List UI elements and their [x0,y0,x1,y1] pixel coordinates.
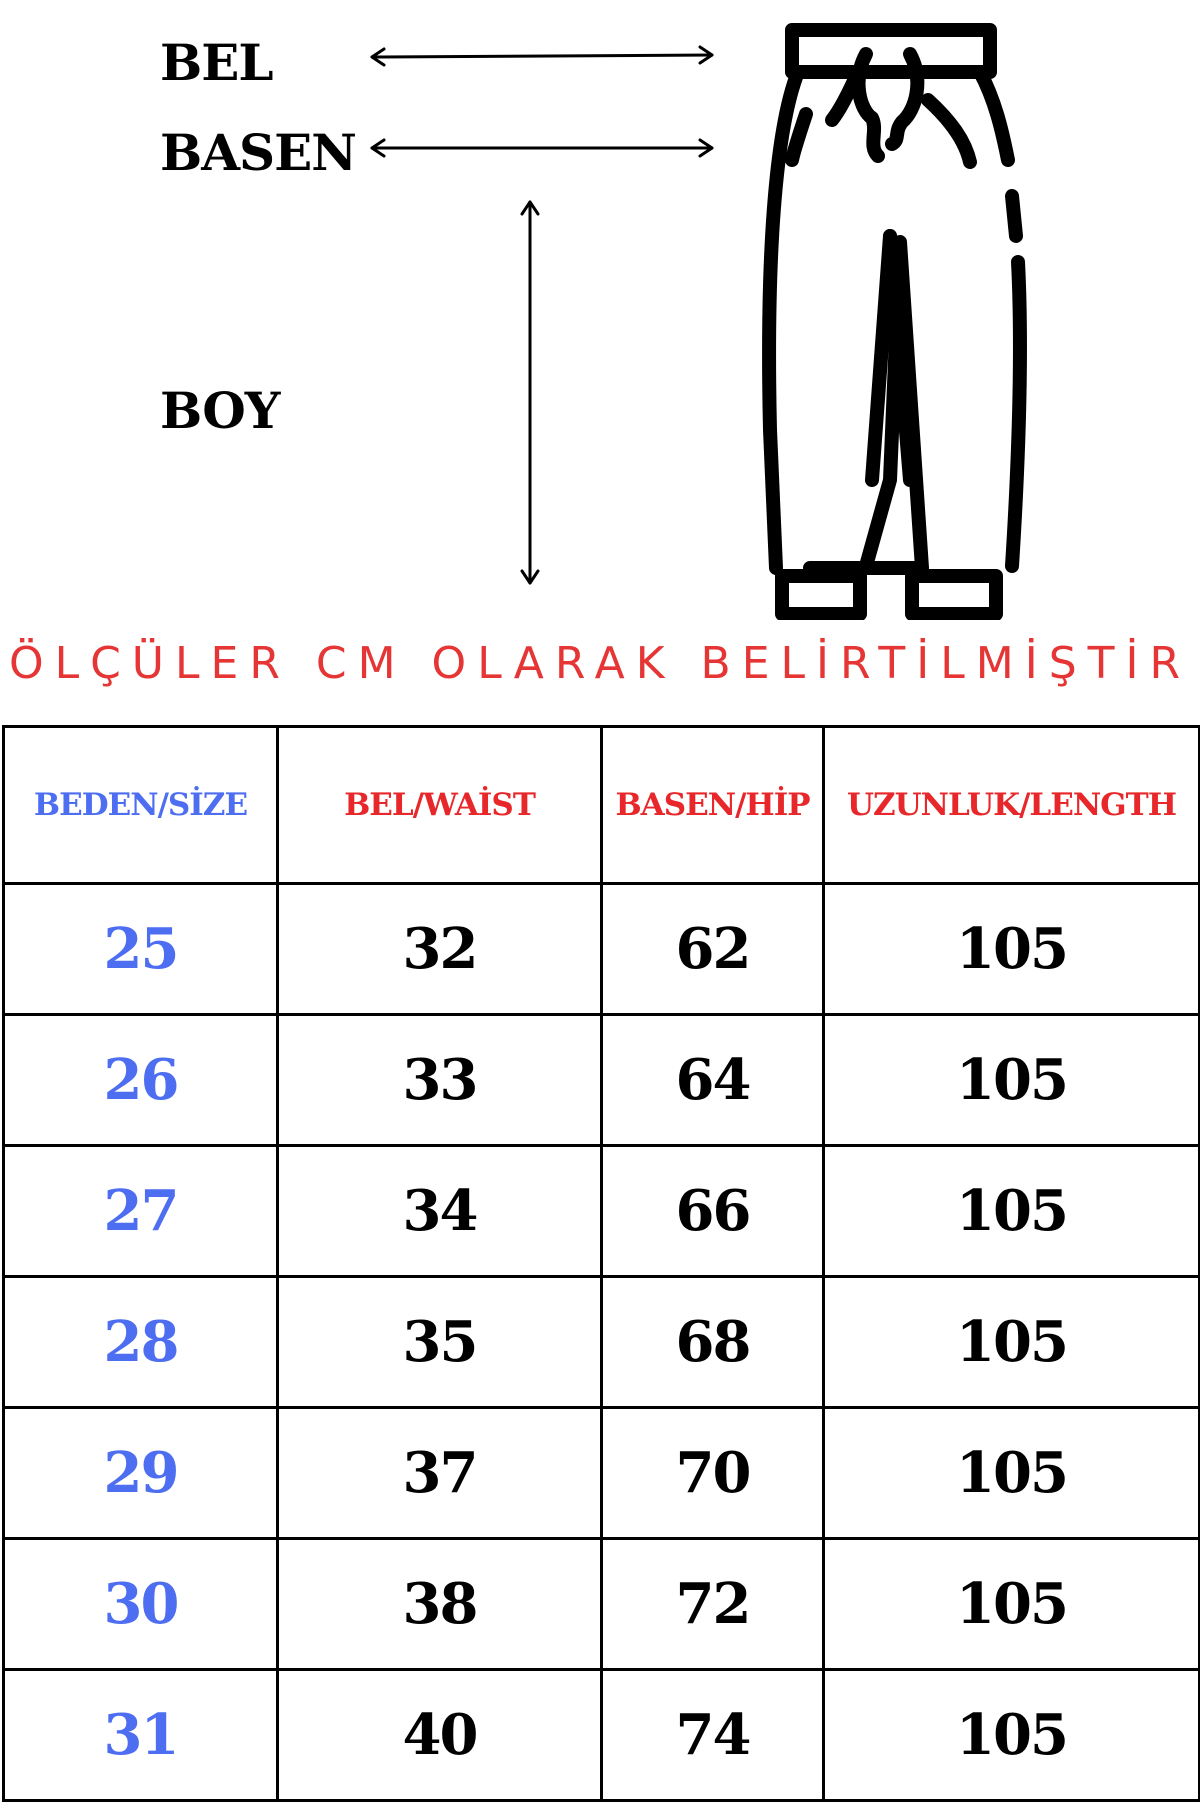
cell-size: 29 [4,1408,278,1539]
cell-hip: 74 [602,1670,824,1801]
cell-waist: 33 [278,1015,602,1146]
waist-arrow-icon [372,47,712,65]
hip-label: BASEN [160,123,356,182]
table-row [4,1146,1200,1277]
cell-size: 28 [4,1277,278,1408]
cell-length: 105 [824,884,1200,1015]
header-hip: BASEN/HİP [602,727,824,884]
cell-hip: 70 [602,1408,824,1539]
hip-arrow-icon [372,140,712,156]
jogger-pants-icon [740,10,1040,620]
cell-waist: 37 [278,1408,602,1539]
table-row [4,1539,1200,1670]
table-row [4,884,1200,1015]
table-row [4,1015,1200,1146]
cell-waist: 34 [278,1146,602,1277]
cell-hip: 66 [602,1146,824,1277]
table-header-row [4,727,1200,884]
cell-waist: 32 [278,884,602,1015]
cell-size: 25 [4,884,278,1015]
cell-waist: 40 [278,1670,602,1801]
cell-length: 105 [824,1539,1200,1670]
header-waist: BEL/WAİST [278,727,602,884]
cell-size: 30 [4,1539,278,1670]
cell-size: 31 [4,1670,278,1801]
cell-hip: 72 [602,1539,824,1670]
cell-length: 105 [824,1015,1200,1146]
cell-length: 105 [824,1408,1200,1539]
cell-hip: 64 [602,1015,824,1146]
header-length: UZUNLUK/LENGTH [824,727,1200,884]
table-row [4,1670,1200,1801]
size-table [2,725,1200,1802]
cell-hip: 62 [602,884,824,1015]
units-note: ÖLÇÜLER CM OLARAK BELİRTİLMİŞTİR [8,638,1192,689]
table-row [4,1408,1200,1539]
header-size: BEDEN/SİZE [4,727,278,884]
length-label: BOY [160,381,280,440]
cell-waist: 35 [278,1277,602,1408]
table-row [4,1277,1200,1408]
cell-length: 105 [824,1670,1200,1801]
cell-size: 26 [4,1015,278,1146]
cell-size: 27 [4,1146,278,1277]
cell-hip: 68 [602,1277,824,1408]
cell-length: 105 [824,1146,1200,1277]
length-arrow-icon [522,202,538,583]
cell-waist: 38 [278,1539,602,1670]
waist-label: BEL [160,33,273,92]
cell-length: 105 [824,1277,1200,1408]
